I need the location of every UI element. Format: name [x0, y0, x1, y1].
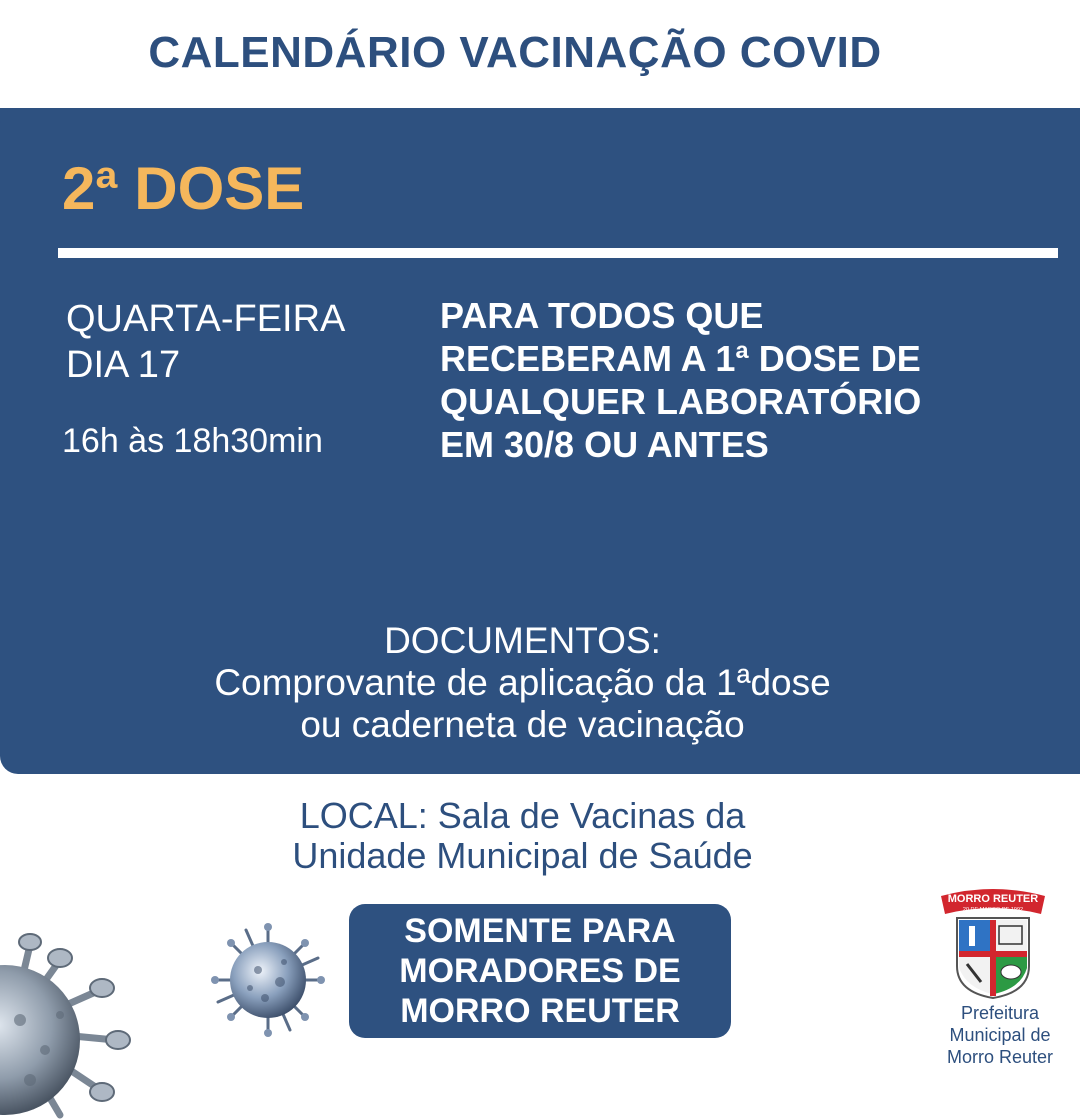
- municipal-crest-logo: [937, 882, 1049, 1000]
- date-label: DIA 17: [66, 344, 181, 386]
- notice-line: MORADORES DE: [399, 952, 681, 990]
- documents-section: [0, 620, 1045, 746]
- audience-line: QUALQUER LABORATÓRIO: [440, 381, 922, 422]
- audience-line: EM 30/8 OU ANTES: [440, 424, 769, 465]
- crest-banner-text: MORRO REUTER: [947, 893, 1039, 905]
- audience-text: [440, 294, 1040, 466]
- prefecture-label: [925, 1002, 1075, 1068]
- prefecture-line: Prefeitura: [960, 1003, 1040, 1023]
- prefecture-line: Municipal de: [949, 1025, 1051, 1045]
- crest-date-text: 20 DE MARÇO DE 1992: [962, 907, 1024, 913]
- page-title: CALENDÁRIO VACINAÇÃO COVID: [148, 28, 882, 77]
- documents-line: ou caderneta de vacinação: [300, 704, 745, 745]
- day-info: [66, 296, 345, 388]
- prefecture-line: Morro Reuter: [946, 1047, 1054, 1067]
- documents-heading: DOCUMENTOS:: [384, 620, 661, 661]
- weekday-label: QUARTA-FEIRA: [66, 298, 346, 340]
- residents-only-notice: [349, 904, 731, 1038]
- time-range: 16h às 18h30min: [62, 422, 323, 460]
- virus-large-icon: [0, 920, 170, 1120]
- dose-label: 2ª DOSE: [62, 155, 305, 222]
- audience-line: PARA TODOS QUE: [440, 295, 764, 336]
- location-text: [0, 796, 1045, 876]
- documents-line: Comprovante de aplicação da 1ªdose: [214, 662, 831, 703]
- audience-line: RECEBERAM A 1ª DOSE DE: [440, 338, 921, 379]
- divider: [58, 248, 1058, 258]
- location-line: LOCAL: Sala de Vacinas da: [299, 795, 746, 836]
- notice-line: SOMENTE PARA: [404, 912, 676, 950]
- notice-line: MORRO REUTER: [400, 992, 680, 1030]
- location-line: Unidade Municipal de Saúde: [292, 835, 753, 876]
- virus-icon: [210, 922, 326, 1038]
- dose-panel: [0, 108, 1080, 774]
